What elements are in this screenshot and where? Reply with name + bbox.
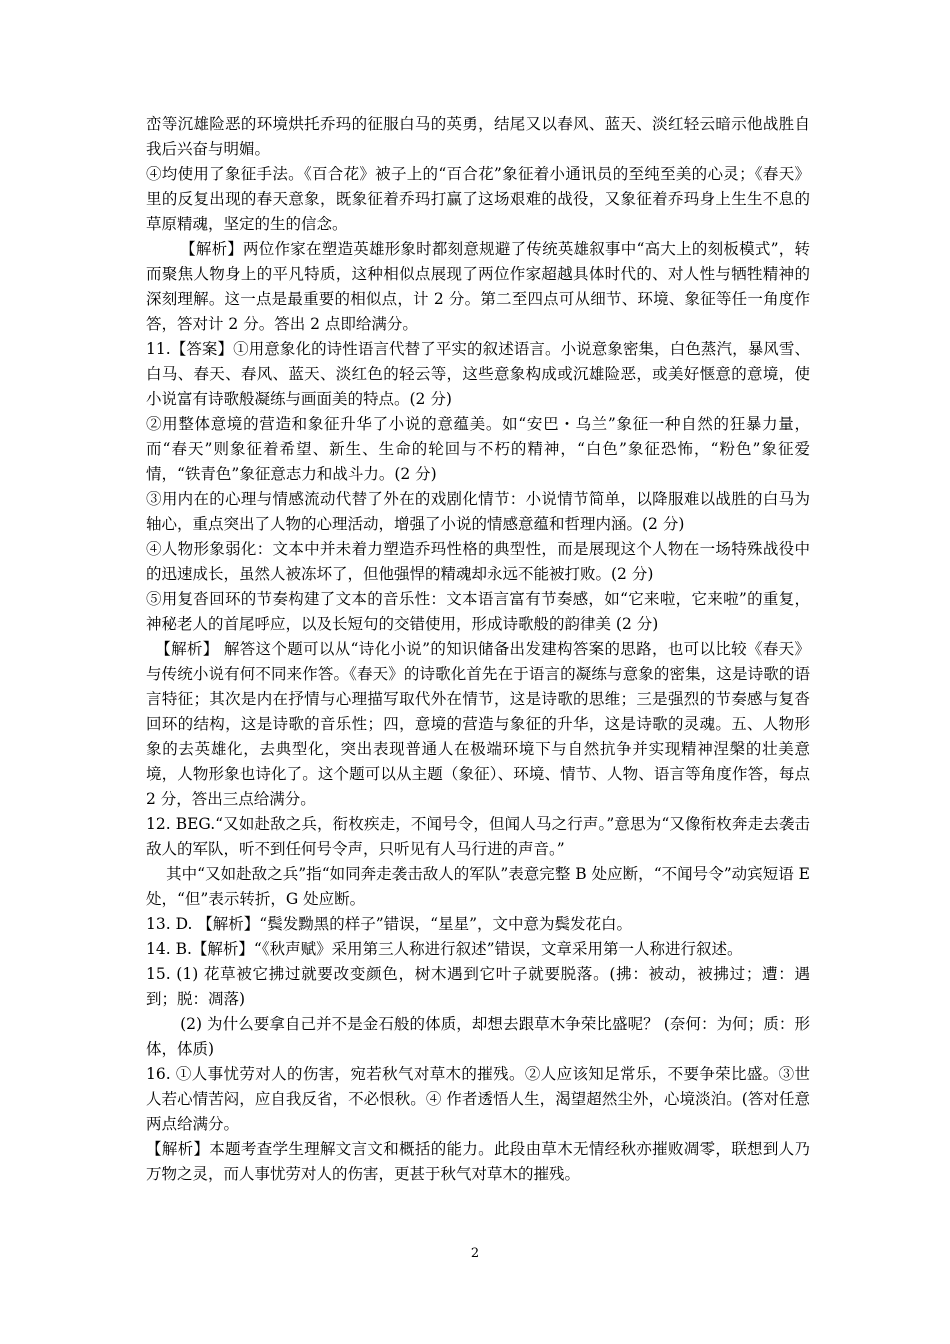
paragraph-answer-15-1: 15. (1) 花草被它拂过就要改变颜色，树木遇到它叶子就要脱落。(拂：被动，被拂过；遭：遇到；脱：凋落) — [146, 965, 810, 1008]
answer-text — [146, 112, 810, 1187]
paragraph-answer-16: 16. ①人事忧劳对人的伤害，宛若秋气对草木的摧残。②人应该知足常乐，不要争荣比盛。③世人若心情苦闷，应自我反省，不必恨秋。④ 作者透悟人生，渴望超然尘外，心境淡泊。(答对任意两点给满分。 — [146, 1065, 810, 1133]
paragraph-environment: 峦等沉雄险恶的环境烘托乔玛的征服白马的英勇，结尾又以春风、蓝天、淡红轻云暗示他战胜自我后兴奋与明媚。 — [146, 115, 810, 158]
paragraph-answer-11-point-1: 11.【答案】①用意象化的诗性语言代替了平实的叙述语言。小说意象密集，白色蒸汽，暴风雪、白马、春天、春风、蓝天、淡红色的轻云等，这些意象构成或沉雄险恶，或美好惬意的意境，使小说富有诗歌般凝练与画面美的特点。(2 分) — [146, 340, 810, 408]
paragraph-answer-12-explanation: 其中“又如赴敌之兵”指“如同奔走袭击敌人的军队”表意完整 B 处应断，“不闻号令”动宾短语 E 处，“但”表示转折，G 处应断。 — [146, 865, 810, 908]
paragraph-analysis-10: 【解析】两位作家在塑造英雄形象时都刻意规避了传统英雄叙事中“高大上的刻板模式”，转而聚焦人物身上的平凡特质，这种相似点展现了两位作家超越具体时代的、对人性与牺牲精神的深刻理解。这一点是最重要的相似点，计 2 分。第二至四点可从细节、环境、象征等任一角度作答，答对计 2 分。答出 2 点即给满分。 — [146, 240, 810, 333]
paragraph-answer-12: 12. BEG.“又如赴敌之兵，衔枚疾走，不闻号令，但闻人马之行声。”意思为“又像衔枚奔走去袭击敌人的军队，听不到任何号令声，只听见有人马行进的声音。” — [146, 815, 810, 858]
paragraph-answer-11-point-2: ②用整体意境的营造和象征升华了小说的意蕴美。如“安巴・乌兰”象征一种自然的狂暴力量，而“春天”则象征着希望、新生、生命的轮回与不朽的精神，“白色”象征恐怖，“粉色”象征爱情，“铁青色”象征意志力和战斗力。(2 分) — [146, 415, 810, 483]
paragraph-answer-14: 14. B.【解析】“《秋声赋》采用第三人称进行叙述”错误，文章采用第一人称进行叙述。 — [146, 940, 743, 958]
paragraph-symbolism: ④均使用了象征手法。《百合花》被子上的“百合花”象征着小通讯员的至纯至美的心灵；《春天》里的反复出现的春天意象，既象征着乔玛打赢了这场艰难的战役，又象征着乔玛身上生生不息的草原精魂，坚定的生的信念。 — [146, 165, 810, 233]
paragraph-answer-11-point-4: ④人物形象弱化：文本中并未着力塑造乔玛性格的典型性，而是展现这个人物在一场特殊战役中的迅速成长，虽然人被冻坏了，但他强悍的精魂却永远不能被打败。(2 分) — [146, 540, 810, 583]
page-number: 2 — [470, 1246, 480, 1261]
paragraph-answer-15-2: (2) 为什么要拿自己并不是金石般的体质，却想去跟草木争荣比盛呢？ (奈何：为何；质：形体，体质) — [146, 1015, 810, 1058]
paragraph-answer-13: 13. D. 【解析】“鬓发黝黑的样子”错误，“星星”，文中意为鬓发花白。 — [146, 915, 633, 933]
paragraph-analysis-11: 【解析】 解答这个题可以从“诗化小说”的知识储备出发建构答案的思路，也可以比较《春天》与传统小说有何不同来作答。《春天》的诗歌化首先在于语言的凝练与意象的密集，这是诗歌的语言特征；其次是内在抒情与心理描写取代外在情节，这是诗歌的思维；三是强烈的节奏感与复沓回环的结构，这是诗歌的音乐性；四，意境的营造与象征的升华，这是诗歌的灵魂。五、人物形象的去英雄化，去典型化，突出表现普通人在极端环境下与自然抗争并实现精神涅槃的壮美意境，人物形象也诗化了。这个题可以从主题（象征）、环境、情节、人物、语言等角度作答，每点 2 分，答出三点给满分。 — [146, 640, 810, 808]
paragraph-analysis-16: 【解析】本题考查学生理解文言文和概括的能力。此段由草木无情经秋亦摧败凋零，联想到人乃万物之灵，而人事忧劳对人的伤害，更甚于秋气对草木的摧残。 — [146, 1140, 810, 1183]
paragraph-answer-11-point-3: ③用内在的心理与情感流动代替了外在的戏剧化情节：小说情节简单，以降服难以战胜的白马为轴心，重点突出了人物的心理活动，增强了小说的情感意蕴和哲理内涵。(2 分) — [146, 490, 810, 533]
paragraph-answer-11-point-5: ⑤用复沓回环的节奏构建了文本的音乐性：文本语言富有节奏感，如“它来啦，它来啦”的重复，神秘老人的首尾呼应，以及长短句的交错使用，形成诗歌般的韵律美 (2 分) — [146, 590, 810, 633]
